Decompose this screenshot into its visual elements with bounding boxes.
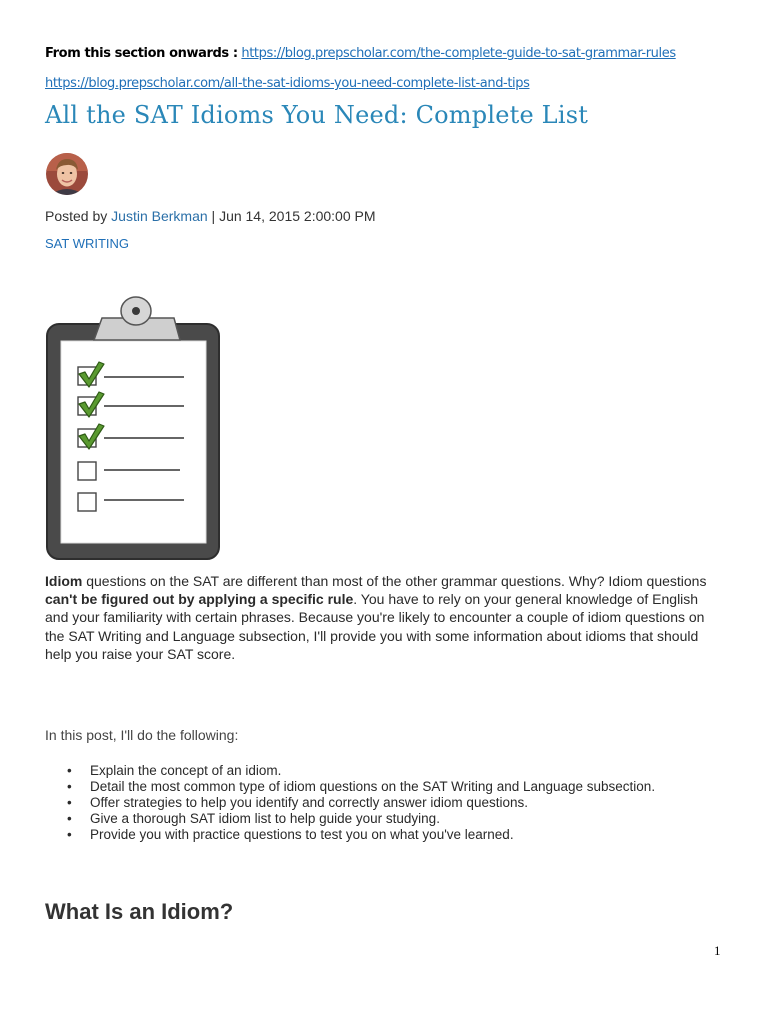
article-url-link[interactable]: https://blog.prepscholar.com/all-the-sat-idioms-you-need-complete-list-and-tips	[45, 76, 530, 91]
para-text-1: questions on the SAT are different than most of the other grammar questions. Why? Idiom questions	[82, 573, 707, 589]
list-item-text: Offer strategies to help you identify and correctly answer idiom questions.	[90, 795, 528, 810]
clipboard-illustration	[44, 296, 224, 562]
meta-separator: |	[207, 208, 220, 224]
list-item-text: Detail the most common type of idiom questions on the SAT Writing and Language subsection.	[90, 779, 656, 794]
list-item-text: Explain the concept of an idiom.	[90, 763, 282, 778]
list-item-text: Give a thorough SAT idiom list to help guide your studying.	[90, 811, 440, 826]
clipboard-icon	[44, 296, 224, 562]
post-meta	[45, 208, 376, 224]
topics-list	[45, 763, 725, 843]
posted-by-label: Posted by	[45, 208, 108, 224]
category	[45, 236, 129, 251]
section-url-link[interactable]: https://blog.prepscholar.com/the-complete-guide-to-sat-grammar-rules	[241, 46, 676, 61]
list-item	[45, 811, 725, 827]
author-photo-icon	[46, 153, 88, 195]
section-label: From this section onwards :	[45, 46, 238, 61]
list-item-text: Provide you with practice questions to test you on what you've learned.	[90, 827, 514, 842]
article-title: All the SAT Idioms You Need: Complete List	[45, 101, 589, 129]
para-text-2: . You have to rely on your general knowledge of English and your familiarity with certain phrases. Because you're likely to encounter a couple of idiom questions on the SAT Writing and Language subsection, I'll provide you with some information about idioms that should help you raise your SAT score.	[45, 591, 705, 662]
page-number: 1	[714, 943, 721, 958]
source-section-line	[45, 46, 676, 61]
source-article-line	[45, 76, 529, 91]
list-item	[45, 827, 725, 843]
author-avatar	[46, 153, 88, 195]
section-heading: What Is an Idiom?	[45, 899, 234, 924]
bullet-dot: •	[67, 811, 72, 826]
post-date: Jun 14, 2015 2:00:00 PM	[219, 208, 376, 224]
list-item	[45, 763, 725, 779]
list-item	[45, 779, 725, 795]
bullet-dot: •	[67, 779, 72, 794]
list-intro: In this post, I'll do the following:	[45, 727, 239, 743]
category-link[interactable]: SAT WRITING	[45, 236, 130, 251]
list-item	[45, 795, 725, 811]
idiom-term: Idiom	[45, 573, 83, 589]
bullet-dot: •	[67, 763, 72, 778]
para-emphasis: can't be figured out by applying a specific rule	[45, 591, 354, 608]
bullet-dot: •	[67, 795, 72, 810]
author-link[interactable]: Justin Berkman	[111, 208, 208, 224]
bullet-dot: •	[67, 827, 72, 842]
intro-paragraph	[45, 572, 725, 663]
